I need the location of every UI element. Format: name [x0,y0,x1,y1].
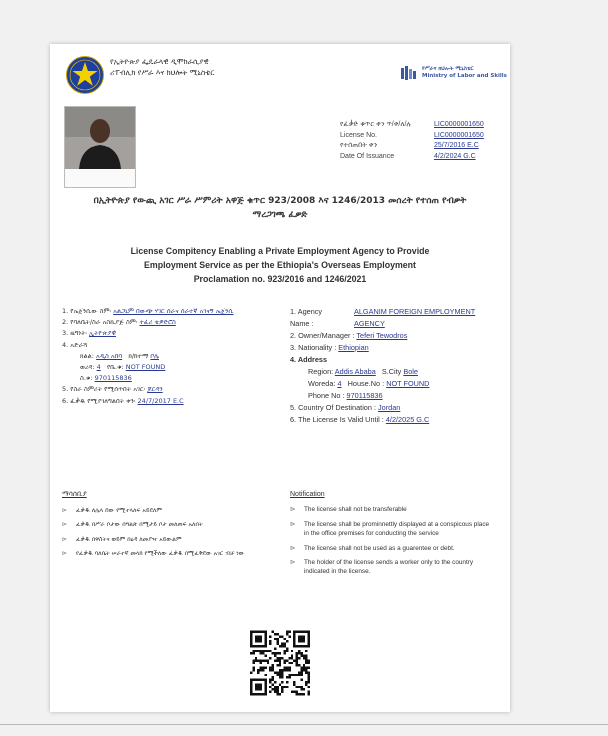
list-item: ⊳ The license shall be prominnettly displayed at a conspicous place in the office premises for conducting the service [290,520,490,538]
arrow-icon: ⊳ [290,520,296,528]
issued-am-label: የተሰጠበት ቀን [340,142,378,149]
title-english [110,244,450,286]
list-item: ⊳ ፈቃዱ ለሌላ ሰው የሚተላለፍ አይደለም [62,506,163,514]
am-destination-value: ጆርዳን [147,385,163,394]
en-phone-value: 970115836 [346,391,383,400]
license-no-am-value: LIC0000001650 [434,121,484,128]
license-no-label: License No. [340,131,377,139]
ministry-logo-icon [400,64,418,82]
am-destination-label: 5. የስራ ስምሪት የሚሰጥበት አገር፡ [62,385,146,394]
en-city-label: S.City [381,367,402,376]
arrow-icon: ⊳ [290,559,296,567]
en-woreda-label: Woreda: [308,379,336,388]
ministry-line-1: የኢትዮጵያ ፌዴራላዊ ዲሞክራሲያዊ [110,57,209,66]
issuance-value: 4/2/2024 G.C [434,152,476,160]
list-item: ⊳ ፈቃዱ በሥራ ቦታው በግልጽ በሚታይ ቦታ መለጠፍ አለበት [62,521,203,528]
am-valid-value: 24/7/2017 E.C [137,396,184,405]
notification-english [290,490,495,582]
en-nationality-label: 3. Nationality : [290,343,337,352]
am-owner-label: 2. የባለቤት/ስራ አስኪያጅ ስም፡ [62,318,138,327]
am-phone-value: 970115836 [94,374,132,383]
details-amharic [62,306,262,407]
en-owner-value: Teferi Tewodros [356,331,408,340]
list-item: ⊳ The holder of the license sends a worker only to the country indicated in the license. [290,559,474,576]
en-house-label: House.No : [347,379,385,388]
en-address-label: 4. Address [290,355,328,364]
list-item: ⊳ ፈቃዱ በዋስትና ወይም በዕዳ ለመያዣ አይውልም [62,535,182,543]
en-woreda-value: 4 [337,379,342,388]
logo-text-english: Ministry of Labor and Skills [422,73,507,79]
license-document [50,44,510,712]
notification-en-heading: Notification [290,491,325,498]
en-destination-label: 5. Country Of Destination : [290,403,376,412]
license-meta [340,120,484,162]
title-en-line-3: Proclamation no. 923/2016 and 1246/2021 [193,274,367,284]
en-phone-label: Phone No : [308,391,345,400]
en-agency-name-label: Name : [290,319,314,328]
logo-text-amharic: የሥራና ክህሎት ሚኒስቴር [422,66,474,72]
am-house-label: የቤ.ቁ: [106,363,124,372]
ministry-name-amharic [110,56,215,78]
am-city-value: ቦሌ [150,351,159,360]
ministry-logo [400,64,507,82]
holder-photo [64,106,136,188]
arrow-icon: ⊳ [290,506,296,514]
en-nationality-value: Ethiopian [338,343,369,352]
am-region-value: አዲስ አበባ [96,351,123,360]
title-en-line-2: Employment Service as per the Ethiopia's Overseas Employment [144,260,416,270]
en-valid-label: 6. The License Is Valid Until : [290,415,384,424]
ethiopia-emblem-icon [66,56,104,94]
license-no-value: LIC0000001650 [434,131,484,139]
am-house-value: NOT FOUND [125,363,166,372]
am-woreda-value: 4 [96,363,101,372]
en-agency-label: 1. Agency [290,307,323,316]
ministry-line-2: ሪፐብሊክ የሥራ እና ክህሎት ሚኒስቴር [110,68,215,77]
en-region-label: Region: [308,367,334,376]
details-english [290,306,500,426]
am-address-label: 4. አድራሻ [62,340,88,349]
title-amharic [50,194,510,222]
list-item: ⊳ የፈቃዱ ባለቤት ሠራተኛ መላክ የሚችለው ፈቃዱ በሚፈቅደው አገር ብቻ ነው [62,550,245,557]
qr-code-icon [250,630,310,696]
title-am-line-1: በኢትዮጵያ የውጪ አገር ሥራ ሥምሪት አዋጅ ቁጥር 923/2008 እና 1246/2013 መሰረት የተሰጠ የብቃት [93,196,467,206]
am-nationality-label: 3. ዜግነት፡ [62,329,87,338]
am-phone-label: ስ.ቁ: [80,374,93,383]
notification-am-heading: ማሳሰቢያ [62,490,87,498]
issuance-label: Date Of Issuance [340,152,395,160]
arrow-icon: ⊳ [62,550,68,557]
license-no-am-label: የፈቃድ ቁጥር ቀን ጥ/ቀ/ለ/ሉ [340,121,412,128]
divider [0,724,608,725]
title-am-line-2: ማረጋገጫ ፈቃድ [252,210,308,220]
notification-amharic [62,490,272,564]
list-item: ⊳ The license shall not be transferable [290,506,407,514]
am-city-label: ክ/ከተማ [128,351,149,360]
am-agency-label: 1. የኤጀንሲው ስም፡ [62,307,112,315]
en-city-value: Bole [403,367,418,376]
am-woreda-label: ወረዳ: [80,363,95,372]
issued-am-value: 25/7/2016 E.C [434,142,479,149]
en-valid-value: 4/2/2025 G.C [385,415,430,424]
am-owner-value: ተፈሪ ቴዎድሮስ [139,318,176,327]
title-en-line-1: License Compitency Enabling a Private Employment Agency to Provide [130,246,430,256]
arrow-icon: ⊳ [290,544,296,552]
en-house-value: NOT FOUND [386,379,430,388]
list-item: ⊳ The license shall not be used as a guarentee or debt. [290,544,455,552]
en-agency-value-2: AGENCY [354,319,385,328]
en-agency-value-1: ALGANIM FOREIGN EMPLOYMENT [354,307,476,316]
arrow-icon: ⊳ [62,535,68,543]
arrow-icon: ⊳ [62,521,68,528]
am-valid-label: 6. ፈቃዱ የሚያገለግልበት ቀን፡ [62,396,136,405]
arrow-icon: ⊳ [62,506,68,514]
am-agency-value: አልጋኒም በውጭ ሃገር ሰራና ሰራተኛ አገናኝ ኤጀንሲ [113,307,234,315]
am-region-label: ክልል: [80,351,94,360]
en-owner-label: 2. Owner/Manager : [290,331,355,340]
en-destination-value: Jordan [378,403,401,412]
en-region-value: Addis Ababa [334,367,376,376]
am-nationality-value: ኢትዮጵያዊ [89,329,116,338]
